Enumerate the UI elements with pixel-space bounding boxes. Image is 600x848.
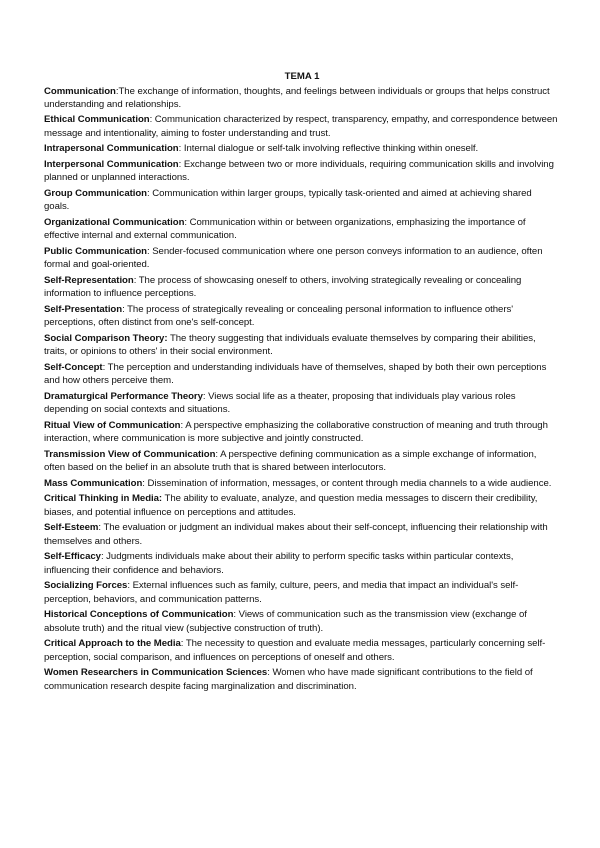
glossary-definition: Sender-focused communication where one person conveys information to an audience, often formal and goal-oriented. [44, 245, 543, 271]
glossary-term: Communication [44, 85, 116, 97]
glossary-term: Historical Conceptions of Communication [44, 609, 234, 621]
term-separator: : [267, 666, 273, 678]
glossary-definition: The evaluation or judgment an individual makes about their self-concept, influencing their relationship with themselves and others. [44, 522, 548, 547]
glossary-definition: A perspective emphasizing the collaborative construction of meaning and truth through interaction, where communication is more subjective and jointly constructed. [44, 419, 548, 445]
glossary-term: Ethical Communication [44, 114, 150, 126]
glossary-definition: The exchange of information, thoughts, and feelings between individuals or groups that helps construct understanding and relationships. [44, 85, 550, 111]
glossary-definition: The process of showcasing oneself to others, involving strategically revealing or concealing information to influence perceptions. [44, 274, 522, 300]
glossary-list [44, 85, 558, 694]
term-separator: : [115, 85, 119, 97]
glossary-entry [44, 303, 558, 330]
glossary-entry [44, 390, 558, 417]
glossary-definition: Communication characterized by respect, transparency, empathy, and correspondence between message and intentionality, aiming to foster understanding and trust. [44, 114, 558, 140]
glossary-definition: The process of strategically revealing or concealing personal information to influence others' perceptions, often distinct from one's self-concept. [44, 303, 514, 329]
glossary-entry [44, 666, 558, 693]
glossary-entry [44, 158, 558, 185]
glossary-entry [44, 274, 558, 301]
glossary-entry [44, 216, 558, 243]
glossary-term: Women Researchers in Communication Sciences [44, 666, 268, 678]
term-separator: : [180, 638, 186, 649]
term-separator: : [133, 274, 139, 286]
glossary-definition: Views social life as a theater, proposing that individuals play various roles depending on social contexts and situations. [44, 390, 516, 416]
term-separator: : [146, 245, 153, 257]
glossary-entry [44, 332, 558, 359]
glossary-definition: Women who have made significant contributions to the field of communication research despite facing marginalization and discrimination. [44, 666, 533, 692]
glossary-term: Self-Esteem [44, 522, 99, 534]
glossary-term: Group Communication [44, 187, 147, 199]
glossary-entry [44, 477, 558, 491]
term-separator: : [100, 551, 107, 563]
term-separator: : [180, 419, 186, 431]
glossary-definition: Dissemination of information, messages, or content through media channels to a wide audience. [147, 477, 552, 489]
glossary-entry [44, 419, 558, 446]
glossary-term: Public Communication [44, 245, 147, 257]
glossary-entry [44, 448, 558, 475]
glossary-definition: The theory suggesting that individuals evaluate themselves by comparing their abilities, traits, or opinions to others' in their social environment. [44, 332, 536, 358]
glossary-definition: Communication within or between organizations, emphasizing the importance of effective internal and external communication. [44, 216, 526, 242]
glossary-term: Transmission View of Communication [44, 448, 216, 460]
glossary-term: Socializing Forces [44, 580, 128, 592]
glossary-entry [44, 637, 558, 664]
glossary-term: Organizational Communication [44, 216, 185, 228]
term-separator: : [178, 158, 184, 170]
term-separator: : [233, 609, 239, 621]
glossary-term: Self-Efficacy [44, 551, 101, 563]
document-page [44, 70, 558, 695]
term-separator: : [102, 361, 108, 373]
glossary-definition: Exchange between two or more individuals, requiring communication skills and involving planned or unplanned interactions. [44, 158, 554, 184]
term-separator: : [215, 448, 221, 460]
glossary-definition: External influences such as family, culture, peers, and media that impact an individual's self-perception, behaviors, and communication patterns. [44, 580, 519, 605]
term-separator: : [127, 580, 133, 592]
term-separator: : [149, 114, 155, 126]
glossary-term: Social Comparison Theory: [44, 332, 168, 344]
glossary-definition: A perspective defining communication as a simple exchange of information, often based on the belief in an absolute truth that is shared between interlocutors. [44, 448, 537, 474]
glossary-entry [44, 85, 558, 112]
glossary-term: Self-Presentation [44, 303, 123, 315]
glossary-entry [44, 608, 558, 635]
term-separator: : [98, 522, 104, 534]
term-separator: : [202, 390, 209, 402]
glossary-entry [44, 492, 558, 519]
term-separator: : [178, 143, 184, 155]
glossary-term: Intrapersonal Communication [44, 143, 179, 155]
glossary-entry [44, 550, 558, 577]
glossary-definition: The perception and understanding individuals have of themselves, shaped by both their own perceptions and how others perceive them. [44, 361, 547, 387]
glossary-term: Critical Approach to the Media [44, 638, 181, 649]
glossary-entry [44, 187, 558, 214]
glossary-definition: Internal dialogue or self-talk involving reflective thinking within oneself. [183, 143, 479, 155]
glossary-term: Ritual View of Communication [44, 419, 181, 431]
glossary-entry [44, 245, 558, 272]
document-title: TEMA 1 [284, 71, 320, 82]
term-separator: : [146, 187, 153, 199]
glossary-definition: Communication within larger groups, typically task-oriented and aimed at achieving shared goals. [44, 187, 532, 213]
glossary-entry [44, 142, 558, 156]
glossary-entry [44, 579, 558, 606]
glossary-entry [44, 113, 558, 140]
glossary-term: Interpersonal Communication [44, 158, 179, 170]
glossary-entry [44, 361, 558, 388]
glossary-term: Critical Thinking in Media: [44, 493, 163, 505]
glossary-term: Mass Communication [44, 477, 143, 489]
term-separator: : [184, 216, 190, 228]
glossary-definition: Judgments individuals make about their ability to perform specific tasks within particular contexts, influencing their confidence and behaviors. [44, 551, 514, 576]
term-separator: : [142, 477, 148, 489]
term-separator: : [122, 303, 128, 315]
glossary-term: Dramaturgical Performance Theory [44, 390, 203, 402]
glossary-term: Self-Representation [44, 274, 134, 286]
glossary-term: Self-Concept [44, 361, 103, 373]
glossary-entry [44, 521, 558, 548]
glossary-definition: Views of communication such as the transmission view (exchange of absolute truth) and the ritual view (subjective construction of truth). [44, 609, 527, 634]
glossary-definition: The ability to evaluate, analyze, and question media messages to discern their credibility, biases, and potential influence on perceptions and attitudes. [44, 493, 538, 518]
glossary-definition: The necessity to question and evaluate media messages, particularly concerning self-perception, social comparison, and influences on perceptions of oneself and others. [44, 638, 546, 663]
